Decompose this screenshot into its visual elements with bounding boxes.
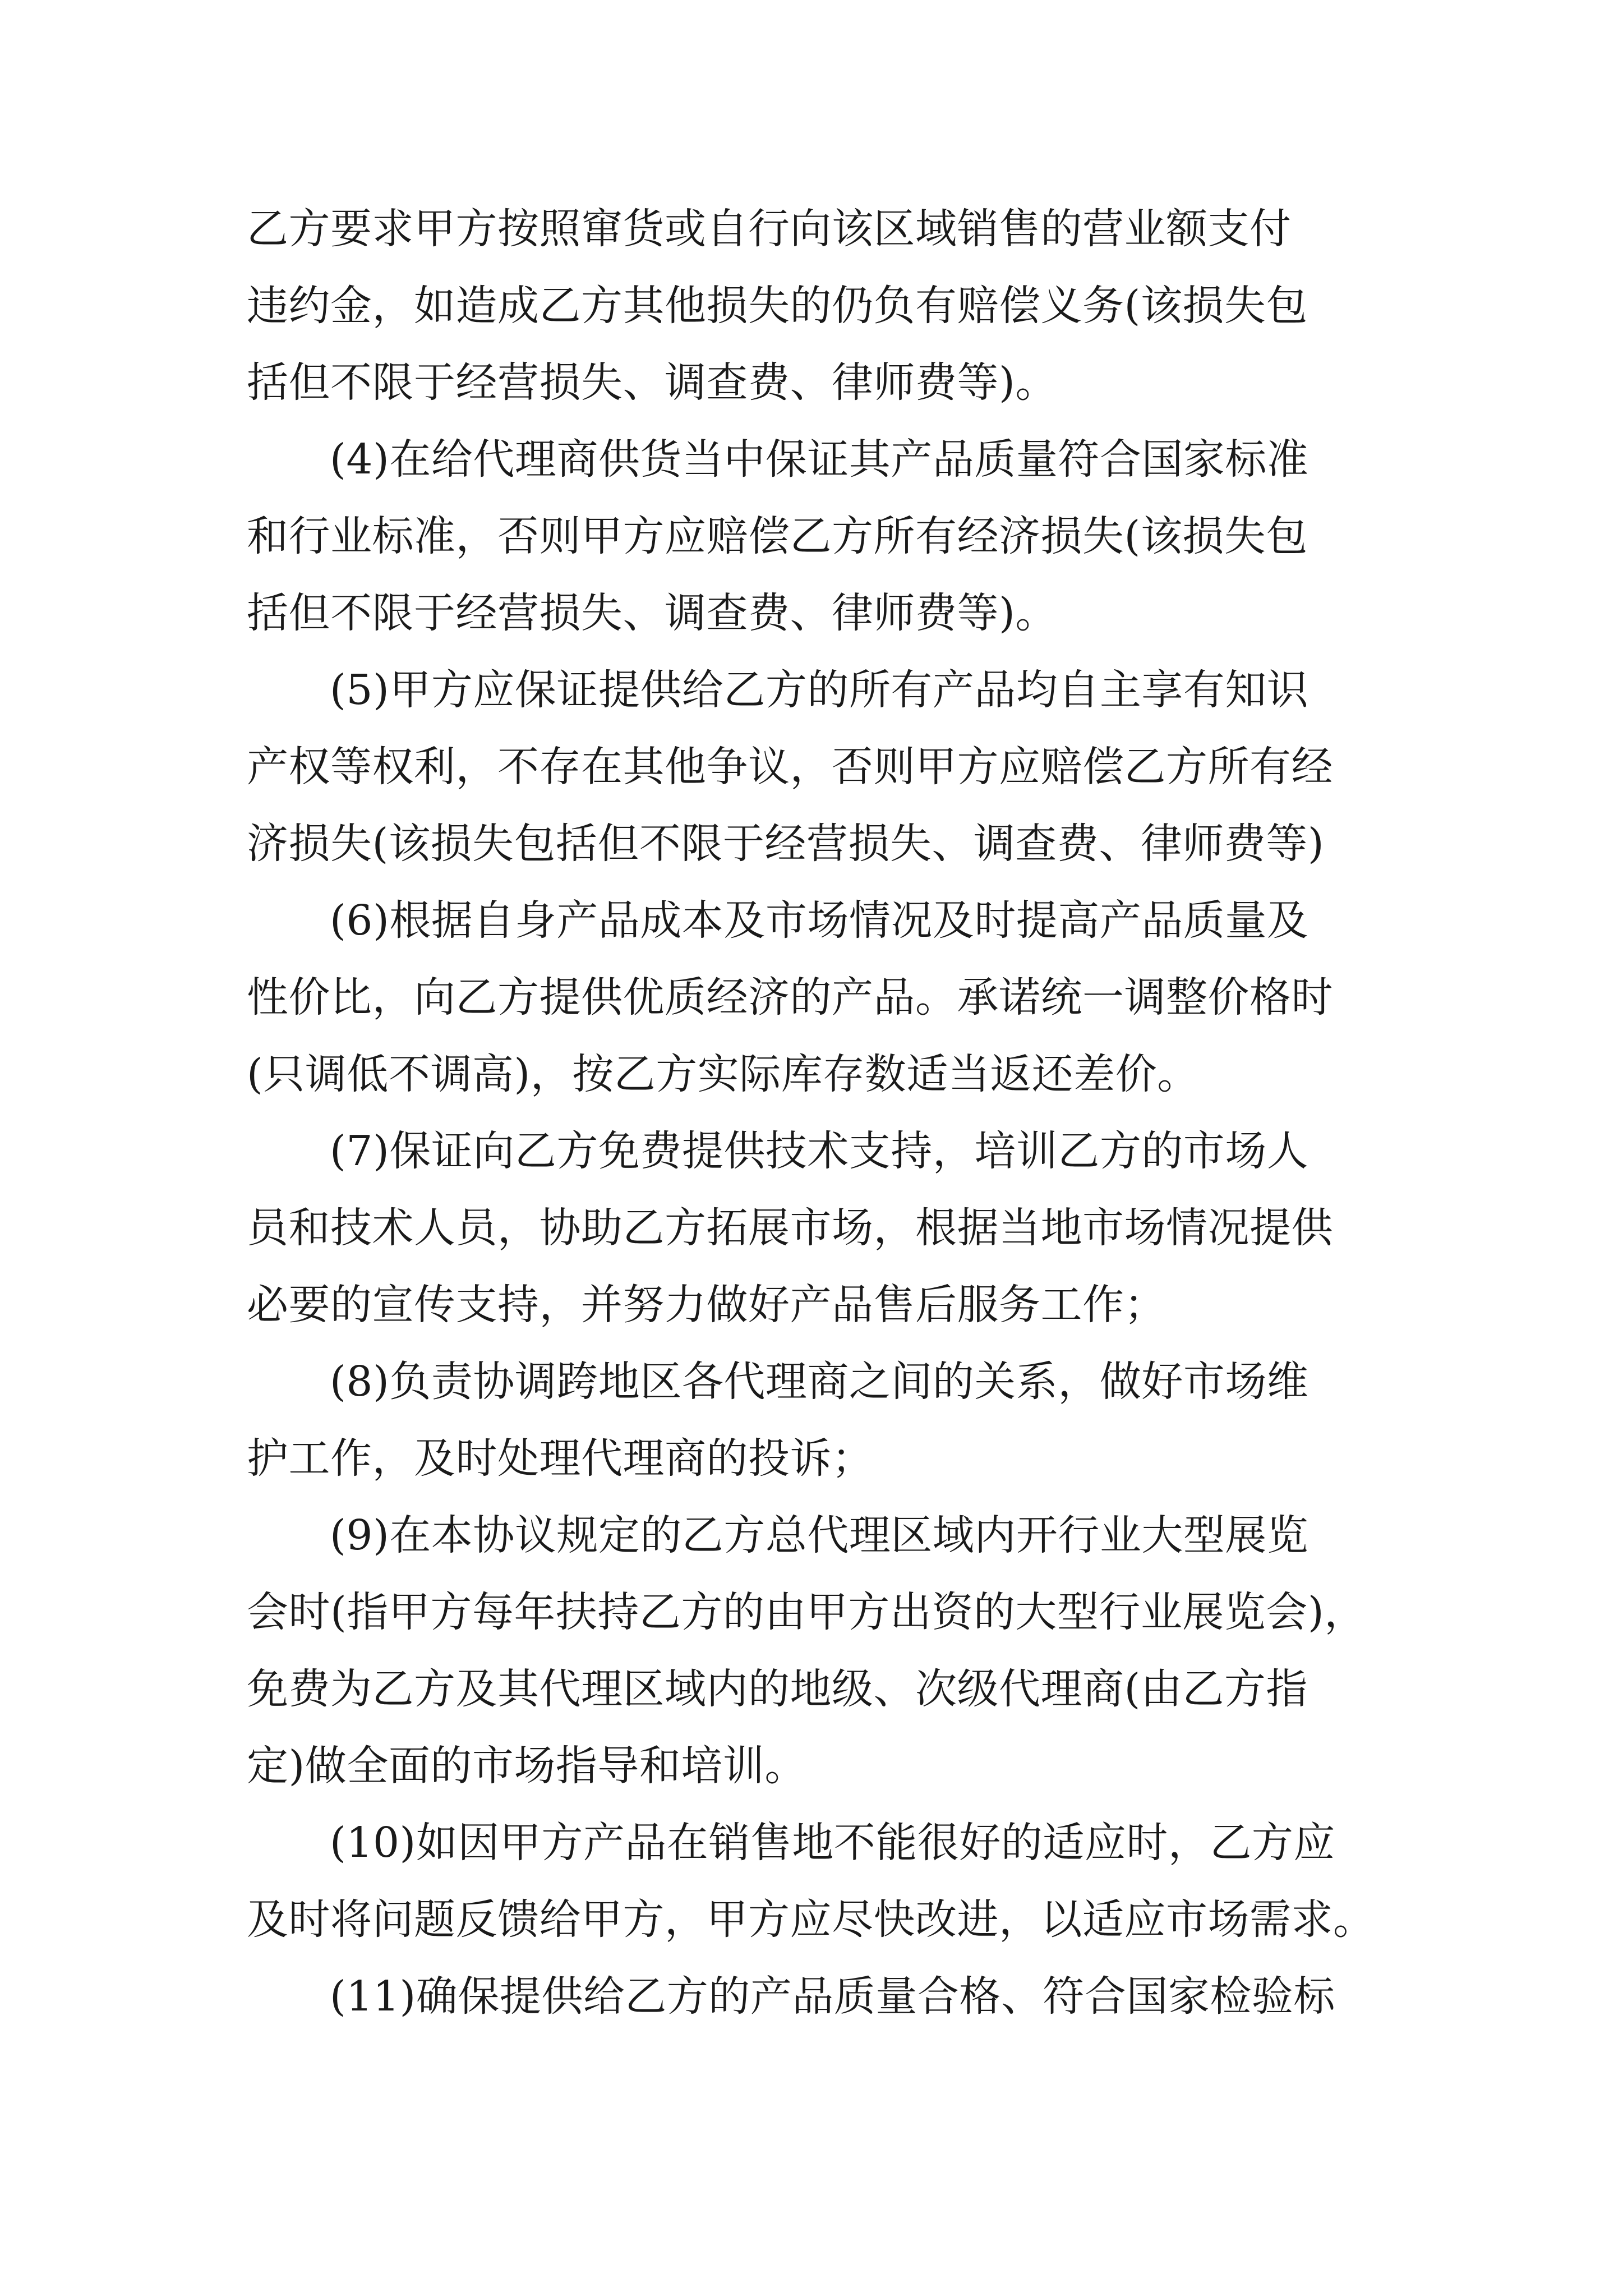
text-line: 会时(指甲方每年扶持乙方的由甲方出资的大型行业展览会)， [247, 1588, 1366, 1636]
text-line: 免费为乙方及其代理区域内的地级、次级代理商(由乙方指 [247, 1665, 1308, 1713]
paragraph-item-10 [247, 1805, 1380, 1958]
text-line: 及时将问题反馈给甲方，甲方应尽快改进，以适应市场需求。 [247, 1895, 1375, 1944]
text-line: 乙方要求甲方按照窜货或自行向该区域销售的营业额支付 [247, 205, 1292, 253]
paragraph-item-9 [247, 1497, 1380, 1805]
paragraph-item-7 [247, 1113, 1380, 1343]
paragraph-item-4 [247, 421, 1380, 652]
text-line: 护工作，及时处理代理商的投诉； [247, 1434, 874, 1483]
paragraph-continuation [247, 191, 1380, 421]
text-line: 必要的宣传支持，并努力做好产品售后服务工作； [247, 1281, 1166, 1329]
text-line: (10)如因甲方产品在销售地不能很好的适应时，乙方应 [330, 1819, 1335, 1867]
document-body [247, 191, 1380, 2035]
paragraph-item-5 [247, 652, 1380, 882]
text-line: 括但不限于经营损失、调查费、律师费等)。 [247, 358, 1057, 407]
text-line: 性价比，向乙方提供优质经济的产品。承诺统一调整价格时 [247, 973, 1333, 1022]
text-line: 济损失(该损失包括但不限于经营损失、调查费、律师费等) [247, 820, 1325, 868]
text-line: 员和技术人员，协助乙方拓展市场，根据当地市场情况提供 [247, 1204, 1333, 1252]
text-line: (只调低不调高)，按乙方实际库存数适当返还差价。 [247, 1050, 1199, 1098]
text-line: 产权等权利，不存在其他争议，否则甲方应赔偿乙方所有经 [247, 743, 1333, 791]
text-line: 定)做全面的市场指导和培训。 [247, 1742, 806, 1790]
paragraph-item-8 [247, 1343, 1380, 1497]
text-line: (6)根据自身产品成本及市场情况及时提高产品质量及 [330, 896, 1309, 945]
text-line: 和行业标准，否则甲方应赔偿乙方所有经济损失(该损失包 [247, 512, 1308, 560]
text-line: (4)在给代理商供货当中保证其产品质量符合国家标准 [330, 435, 1309, 484]
text-line: (8)负责协调跨地区各代理商之间的关系，做好市场维 [330, 1358, 1309, 1406]
text-line: (5)甲方应保证提供给乙方的所有产品均自主享有知识 [330, 666, 1309, 714]
text-line: (11)确保提供给乙方的产品质量合格、符合国家检验标 [330, 1972, 1335, 2021]
text-line: (7)保证向乙方免费提供技术支持，培训乙方的市场人 [330, 1127, 1309, 1175]
text-line: 违约金，如造成乙方其他损失的仍负有赔偿义务(该损失包 [247, 282, 1308, 330]
text-line: 括但不限于经营损失、调查费、律师费等)。 [247, 589, 1057, 637]
paragraph-item-11 [247, 1958, 1380, 2035]
text-line: (9)在本协议规定的乙方总代理区域内开行业大型展览 [330, 1511, 1309, 1559]
paragraph-item-6 [247, 882, 1380, 1113]
